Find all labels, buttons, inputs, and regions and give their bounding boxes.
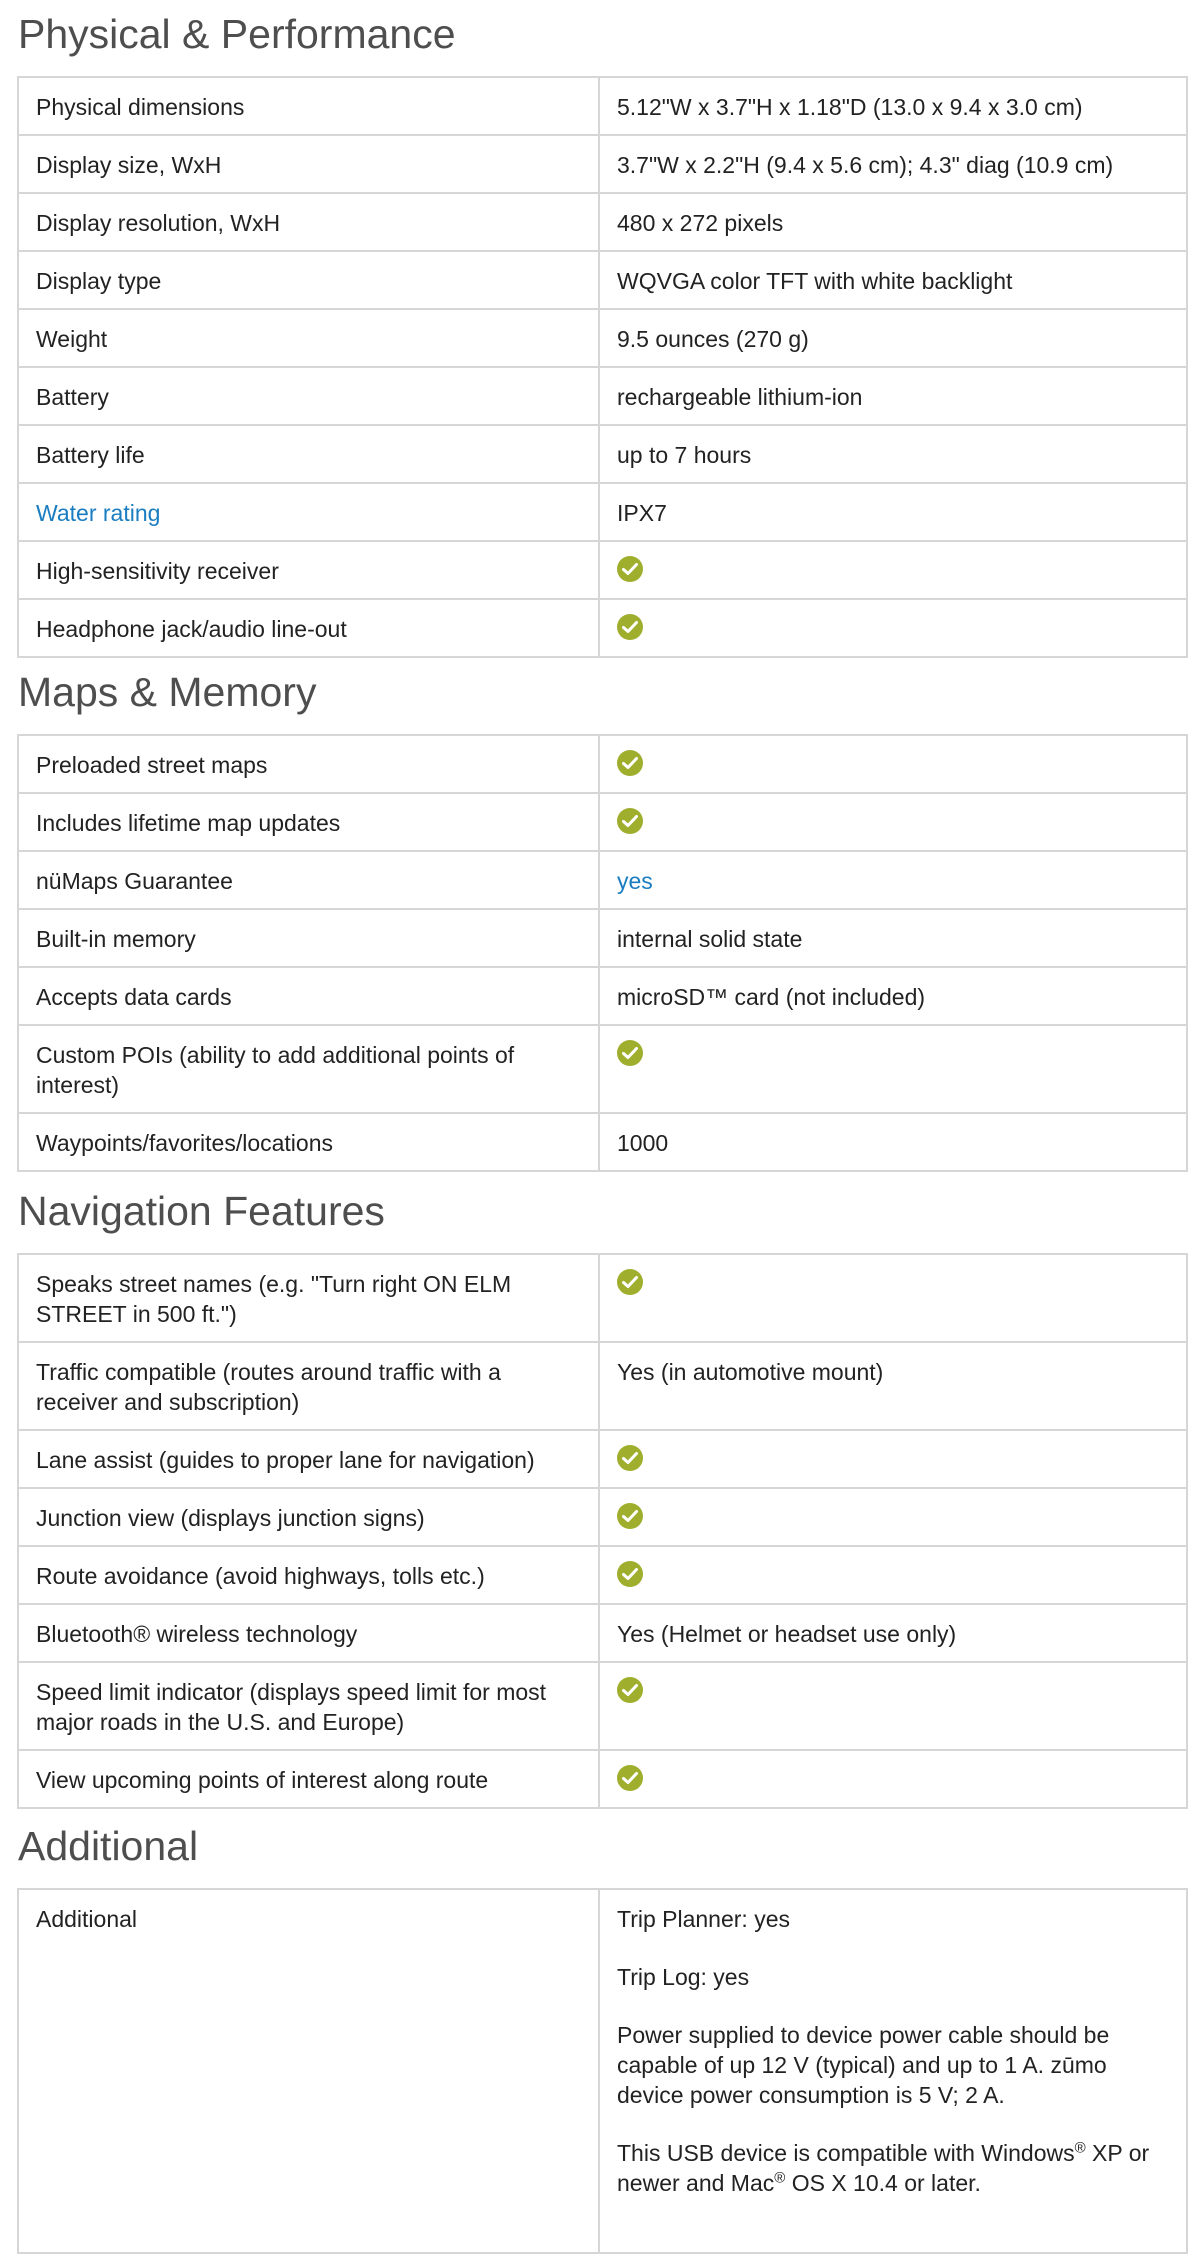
spec-table-additional [17,1888,1188,2254]
table-row [18,367,1187,425]
table-row [18,541,1187,599]
table-row [18,967,1187,1025]
table-row [18,599,1187,657]
section-title: Maps & Memory [18,669,317,715]
row-label: Display resolution, WxH [18,193,599,251]
row-label: Headphone jack/audio line-out [18,599,599,657]
table-row [18,1113,1187,1171]
table-row [18,1254,1187,1342]
row-label: Custom POIs (ability to add additional points of interest) [18,1025,599,1113]
row-value-check [599,1488,1187,1546]
section-title: Navigation Features [18,1188,385,1234]
table-row [18,1889,1187,2253]
check-circle-icon [617,1040,643,1066]
check-circle-icon [617,1765,643,1791]
table-row [18,1488,1187,1546]
table-row [18,483,1187,541]
trip-planner-text: Trip Planner: yes [617,1906,790,1932]
usb-text-part: XP or newer and Mac [617,2140,1150,2196]
row-value: 9.5 ounces (270 g) [599,309,1187,367]
row-label: Built-in memory [18,909,599,967]
row-label: Includes lifetime map updates [18,793,599,851]
usb-text-part: OS X 10.4 or later. [785,2170,981,2196]
row-value-check [599,793,1187,851]
row-value-check [599,599,1187,657]
row-label: Lane assist (guides to proper lane for navigation) [18,1430,599,1488]
usb-text-part: This USB device is compatible with Windows [617,2140,1075,2166]
row-label: Battery life [18,425,599,483]
check-circle-icon [617,1503,643,1529]
row-value-check [599,1254,1187,1342]
row-value-check [599,1430,1187,1488]
row-value-check [599,541,1187,599]
table-row [18,1342,1187,1430]
section-physical-performance [0,11,1202,57]
row-value: rechargeable lithium-ion [599,367,1187,425]
row-label-cell [18,483,599,541]
spec-table-navigation [17,1253,1188,1809]
table-row [18,793,1187,851]
row-value-check [599,1662,1187,1750]
table-row [18,1546,1187,1604]
row-label: nüMaps Guarantee [18,851,599,909]
table-row [18,1430,1187,1488]
row-label: Junction view (displays junction signs) [18,1488,599,1546]
section-maps-memory [0,669,1202,715]
row-label: Battery [18,367,599,425]
row-value: Yes (in automotive mount) [599,1342,1187,1430]
row-value: 480 x 272 pixels [599,193,1187,251]
check-circle-icon [617,556,643,582]
check-circle-icon [617,1269,643,1295]
spec-table-maps [17,734,1188,1172]
check-circle-icon [617,614,643,640]
water-rating-link[interactable]: Water rating [36,500,161,526]
table-row [18,851,1187,909]
row-label: Weight [18,309,599,367]
check-circle-icon [617,750,643,776]
row-label: Physical dimensions [18,77,599,135]
row-value-check [599,735,1187,793]
row-value: WQVGA color TFT with white backlight [599,251,1187,309]
row-value: 5.12"W x 3.7"H x 1.18"D (13.0 x 9.4 x 3.0 cm) [599,77,1187,135]
row-value: IPX7 [599,483,1187,541]
registered-mark: ® [774,2169,786,2187]
row-value: microSD™ card (not included) [599,967,1187,1025]
table-row [18,735,1187,793]
table-row [18,77,1187,135]
row-value: Yes (Helmet or headset use only) [599,1604,1187,1662]
row-label: View upcoming points of interest along route [18,1750,599,1808]
row-label: Preloaded street maps [18,735,599,793]
section-additional [0,1823,1202,1869]
row-label: Display type [18,251,599,309]
table-row [18,1025,1187,1113]
registered-mark: ® [1074,2139,1086,2157]
row-value-additional [599,1889,1187,2253]
row-label: Route avoidance (avoid highways, tolls etc.) [18,1546,599,1604]
usb-compat-text [617,2138,1169,2198]
section-navigation-features [0,1188,1202,1234]
spec-table-physical [17,76,1188,658]
table-row [18,135,1187,193]
row-value: internal solid state [599,909,1187,967]
power-text: Power supplied to device power cable should be capable of up 12 V (typical) and up to 1 A. zūmo device power consumption is 5 V; 2 A. [617,2022,1110,2108]
table-row [18,1604,1187,1662]
table-row [18,1662,1187,1750]
row-label: Additional [18,1889,599,2253]
row-value-cell [599,851,1187,909]
row-value-check [599,1750,1187,1808]
table-row [18,251,1187,309]
check-circle-icon [617,1445,643,1471]
row-label: Traffic compatible (routes around traffic with a receiver and subscription) [18,1342,599,1430]
numaps-guarantee-link[interactable]: yes [617,868,653,894]
check-circle-icon [617,808,643,834]
section-title: Additional [18,1823,199,1869]
row-value: up to 7 hours [599,425,1187,483]
row-value-check [599,1546,1187,1604]
row-label: Accepts data cards [18,967,599,1025]
row-value: 1000 [599,1113,1187,1171]
row-label: Speed limit indicator (displays speed limit for most major roads in the U.S. and Europe) [18,1662,599,1750]
row-label: Bluetooth® wireless technology [18,1604,599,1662]
section-title: Physical & Performance [18,11,456,57]
check-circle-icon [617,1677,643,1703]
table-row [18,425,1187,483]
table-row [18,309,1187,367]
table-row [18,193,1187,251]
row-value-check [599,1025,1187,1113]
check-circle-icon [617,1561,643,1587]
row-label: Display size, WxH [18,135,599,193]
table-row [18,909,1187,967]
table-row [18,1750,1187,1808]
row-label: High-sensitivity receiver [18,541,599,599]
trip-log-text: Trip Log: yes [617,1964,750,1990]
row-label: Speaks street names (e.g. "Turn right ON ELM STREET in 500 ft.") [18,1254,599,1342]
row-label: Waypoints/favorites/locations [18,1113,599,1171]
row-value: 3.7"W x 2.2"H (9.4 x 5.6 cm); 4.3" diag (10.9 cm) [599,135,1187,193]
